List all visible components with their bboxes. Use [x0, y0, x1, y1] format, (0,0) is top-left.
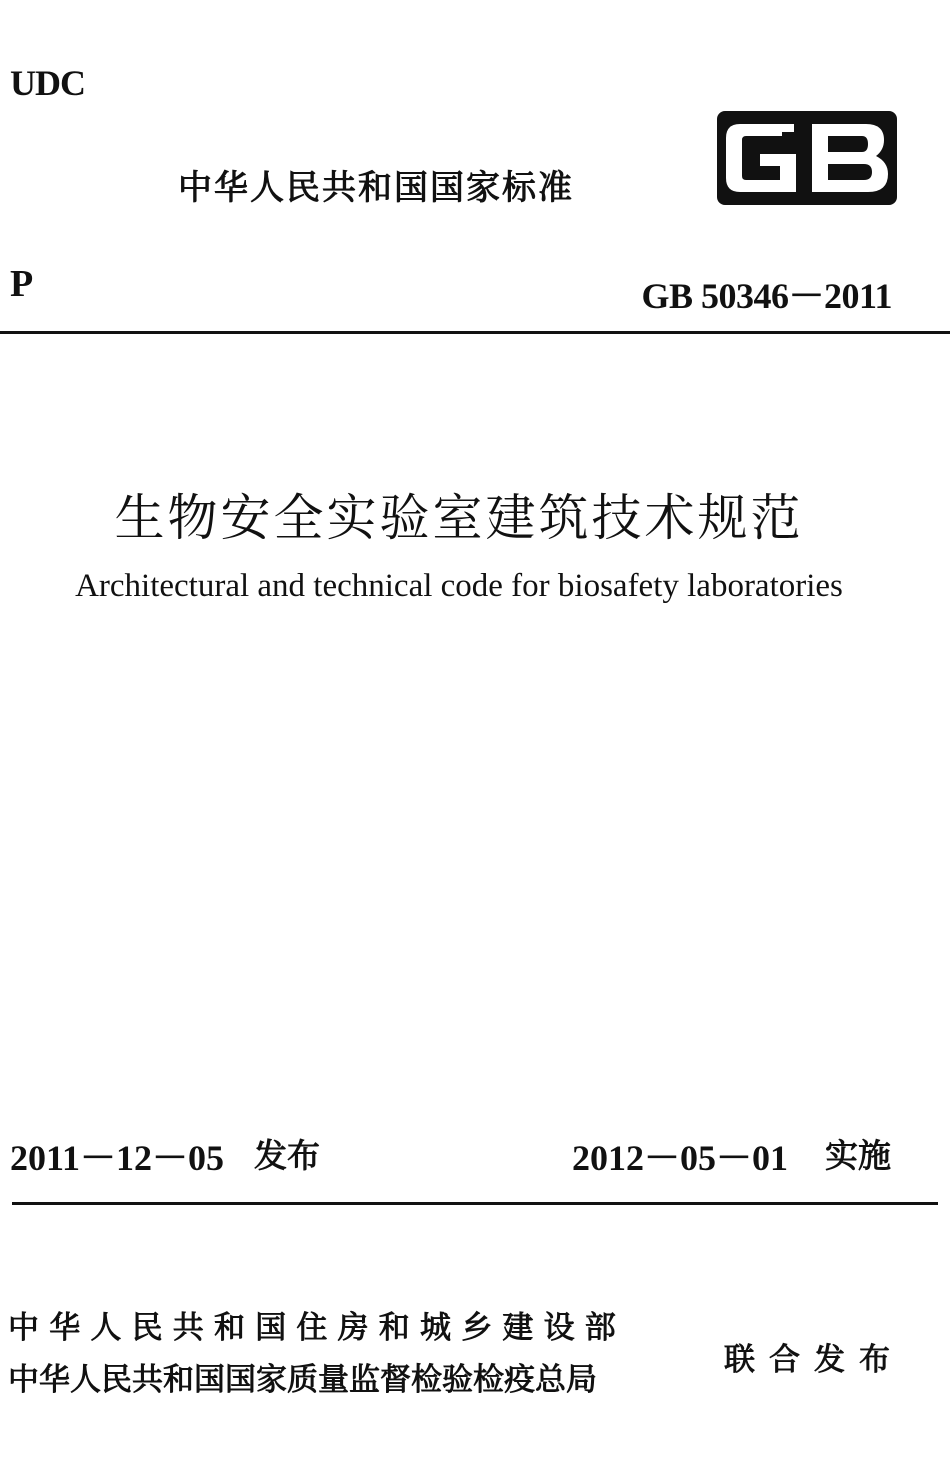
- bottom-divider: [12, 1202, 938, 1205]
- publisher-aqsiq: 中华人民共和国国家质量监督检验检疫总局: [8, 1362, 597, 1398]
- top-divider: [0, 331, 950, 334]
- standard-type-heading: 中华人民共和国国家标准: [178, 168, 574, 208]
- joint-publication-label: 联合发布: [724, 1342, 904, 1378]
- issue-label: 发布: [254, 1136, 320, 1175]
- publisher-ministry: 中华人民共和国住房和城乡建设部: [8, 1310, 626, 1346]
- title-chinese: 生物安全实验室建筑技术规范: [114, 489, 804, 547]
- classification-code: P: [10, 263, 34, 305]
- standard-number: GB 50346－2011: [641, 276, 892, 316]
- implementation-label: 实施: [825, 1136, 891, 1175]
- udc-label: UDC: [10, 63, 85, 103]
- issue-date: 2011－12－05: [10, 1138, 225, 1178]
- gb-logo-icon: [716, 110, 898, 206]
- implementation-date: 2012－05－01: [572, 1138, 789, 1178]
- title-english: Architectural and technical code for biosafety laboratories: [75, 568, 843, 604]
